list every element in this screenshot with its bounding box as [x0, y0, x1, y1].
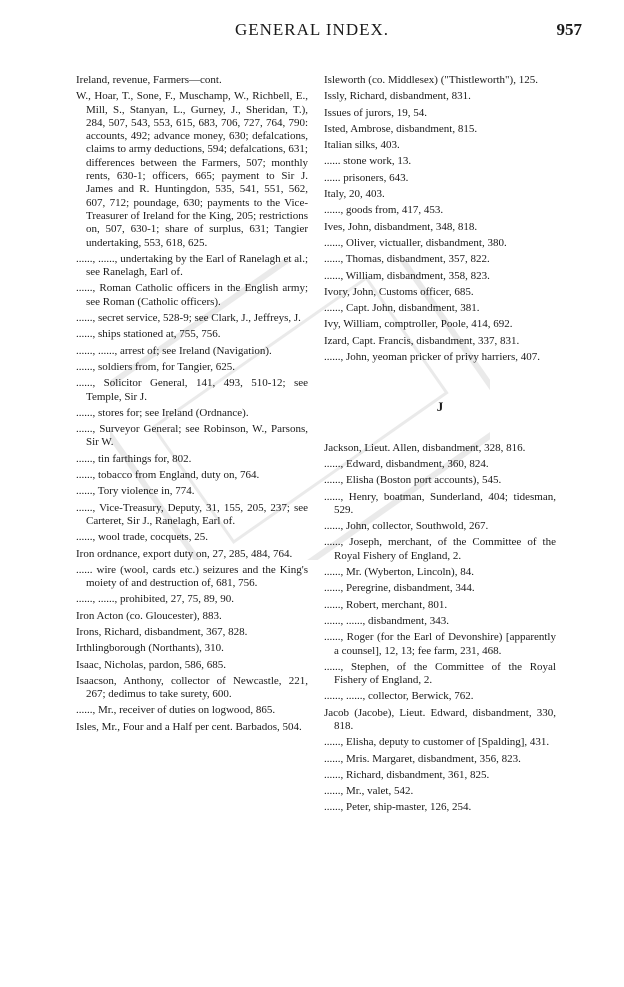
index-entry: Irons, Richard, disbandment, 367, 828. — [76, 625, 248, 638]
index-entry: Iron ordnance, export duty on, 27, 285, 484, 764. — [76, 547, 293, 560]
index-entry: Isaacson, Anthony, collector of Newcastle, 221, 267; dedimus to take surety, 600. — [76, 674, 308, 701]
index-entry: Irthlingborough (Northants), 310. — [76, 642, 224, 655]
index-entry: ......, William, disbandment, 358, 823. — [324, 269, 490, 282]
index-entry: ......, Peregrine, disbandment, 344. — [324, 582, 475, 595]
right-column-j-entries — [324, 442, 556, 815]
index-entry: ......, ......, collector, Berwick, 762. — [324, 690, 474, 703]
index-entry: ......, Edward, disbandment, 360, 824. — [324, 457, 489, 470]
index-entry: ......, Henry, boatman, Sunderland, 404; tidesman, 529. — [324, 490, 556, 516]
index-entry: ......, Robert, merchant, 801. — [324, 598, 448, 611]
index-entry: ......, Thomas, disbandment, 357, 822. — [324, 253, 490, 266]
index-entry: Ives, John, disbandment, 348, 818. — [324, 220, 478, 233]
index-entry: Jackson, Lieut. Allen, disbandment, 328, 816. — [324, 441, 526, 454]
left-column — [76, 74, 308, 737]
index-entry: Isles, Mr., Four and a Half per cent. Barbados, 504. — [76, 720, 302, 733]
index-entry: ......, Roger (for the Earl of Devonshire) [apparently a counsel], 12, 13; fee farm, 231, 468. — [324, 631, 556, 657]
index-entry: ...... wire (wool, cards etc.) seizures and the King's moiety of and destruction of, 681, 756. — [76, 563, 308, 590]
index-entry: Izard, Capt. Francis, disbandment, 337, 831. — [324, 334, 520, 347]
index-entry: Isaac, Nicholas, pardon, 586, 685. — [76, 658, 226, 671]
index-entry: ......, ......, arrest of; see Ireland (Navigation). — [76, 344, 272, 357]
index-entry: ......, John, yeoman pricker of privy harriers, 407. — [324, 351, 540, 364]
index-entry: Issly, Richard, disbandment, 831. — [324, 90, 471, 103]
index-entry: Italy, 20, 403. — [324, 188, 385, 201]
index-entry: ......, Oliver, victualler, disbandment, 380. — [324, 236, 507, 249]
index-entry: ......, Elisha, deputy to customer of [Spalding], 431. — [324, 736, 550, 749]
running-title: GENERAL INDEX. — [234, 20, 390, 39]
right-column-i-entries — [324, 74, 556, 364]
index-entry: ......, Mris. Margaret, disbandment, 356, 823. — [324, 752, 521, 765]
page-header — [0, 20, 624, 44]
index-entry: ......, wool trade, cocquets, 25. — [76, 531, 208, 544]
index-entry: ......, ......, prohibited, 27, 75, 89, 90. — [76, 593, 234, 606]
index-entry: W., Hoar, T., Sone, F., Muschamp, W., Richbell, E., Mill, S., Stanyan, L., Gurney, J., Sheridan, T.), 284, 507, 543, 553, 615, 683, 706, 727, 764, 790: accounts, 492; advance money, 630; defalcations, claims to army deductions, 594; defalcations, 631; differences between the Farmers, 507; monthly rents, 630-1; officers, 665; payment to Sir J. James and R. Huntingdon, 535, 541, 551, 562, 607, 712; poundage, 630; payments to the Vice-Treasurer of Ireland for the King, 205; restrictions on, 507, 630-1; share of surplus, 631; Tangier undertaking, 553, 618, 625. — [76, 90, 308, 249]
section-letter: J — [436, 399, 444, 415]
index-entry: ......, Peter, ship-master, 126, 254. — [324, 801, 472, 814]
index-entry: ......, secret service, 528-9; see Clark, J., Jeffreys, J. — [76, 312, 301, 325]
index-entry: ......, Mr., receiver of duties on logwood, 865. — [76, 704, 276, 717]
index-entry: ......, tin farthings for, 802. — [76, 452, 192, 465]
index-entry: ......, Vice-Treasury, Deputy, 31, 155, 205, 237; see Carteret, Sir J., Ranelagh, Earl of. — [76, 501, 308, 527]
index-entry: ......, soldiers from, for Tangier, 625. — [76, 360, 235, 373]
index-entry: Ivy, William, comptroller, Poole, 414, 692. — [324, 318, 513, 331]
index-entry: ......, ......, undertaking by the Earl of Ranelagh et al.; see Ranelagh, Earl of. — [76, 252, 308, 279]
index-entry: ......, Roman Catholic officers in the English army; see Roman (Catholic officers). — [76, 282, 308, 308]
index-entry: Issues of jurors, 19, 54. — [324, 106, 427, 119]
index-entry: ......, Surveyor General; see Robinson, W., Parsons, Sir W. — [76, 423, 308, 449]
index-entry: ...... stone work, 13. — [324, 155, 412, 168]
index-entry: ......, John, collector, Southwold, 267. — [324, 520, 489, 533]
index-entry: ...... prisoners, 643. — [324, 171, 409, 184]
index-entry: ......, tobacco from England, duty on, 764. — [76, 469, 260, 482]
index-entry: ......, Mr. (Wyberton, Lincoln), 84. — [324, 566, 474, 579]
index-entry: Isleworth (co. Middlesex) ("Thistleworth"), 125. — [324, 74, 538, 86]
index-entry: ......, Capt. John, disbandment, 381. — [324, 302, 480, 315]
index-entry: Iron Acton (co. Gloucester), 883. — [76, 609, 222, 622]
index-entry: ......, ships stationed at, 755, 756. — [76, 328, 221, 341]
index-entry: ......, Richard, disbandment, 361, 825. — [324, 768, 490, 781]
index-entry: ......, goods from, 417, 453. — [324, 204, 444, 217]
right-column — [324, 74, 556, 818]
index-entry: Italian silks, 403. — [324, 139, 400, 152]
index-entry: Ivory, John, Customs officer, 685. — [324, 285, 474, 298]
index-entry: Jacob (Jacobe), Lieut. Edward, disbandment, 330, 818. — [324, 706, 556, 732]
index-entry: ......, Tory violence in, 774. — [76, 485, 195, 498]
index-entry: ......, Mr., valet, 542. — [324, 785, 414, 798]
page-number: 957 — [556, 20, 582, 39]
index-entry: Ireland, revenue, Farmers—cont. — [76, 74, 222, 86]
index-entry: ......, Solicitor General, 141, 493, 510-12; see Temple, Sir J. — [76, 377, 308, 403]
index-entry: ......, Elisha (Boston port accounts), 545. — [324, 474, 502, 487]
index-entry: ......, Stephen, of the Committee of the Royal Fishery of England, 2. — [324, 660, 556, 687]
index-entry: Isted, Ambrose, disbandment, 815. — [324, 122, 478, 135]
index-entry: ......, Joseph, merchant, of the Committee of the Royal Fishery of England, 2. — [324, 536, 556, 562]
index-entry: ......, ......, disbandment, 343. — [324, 614, 449, 627]
index-entry: ......, stores for; see Ireland (Ordnance). — [76, 406, 249, 419]
